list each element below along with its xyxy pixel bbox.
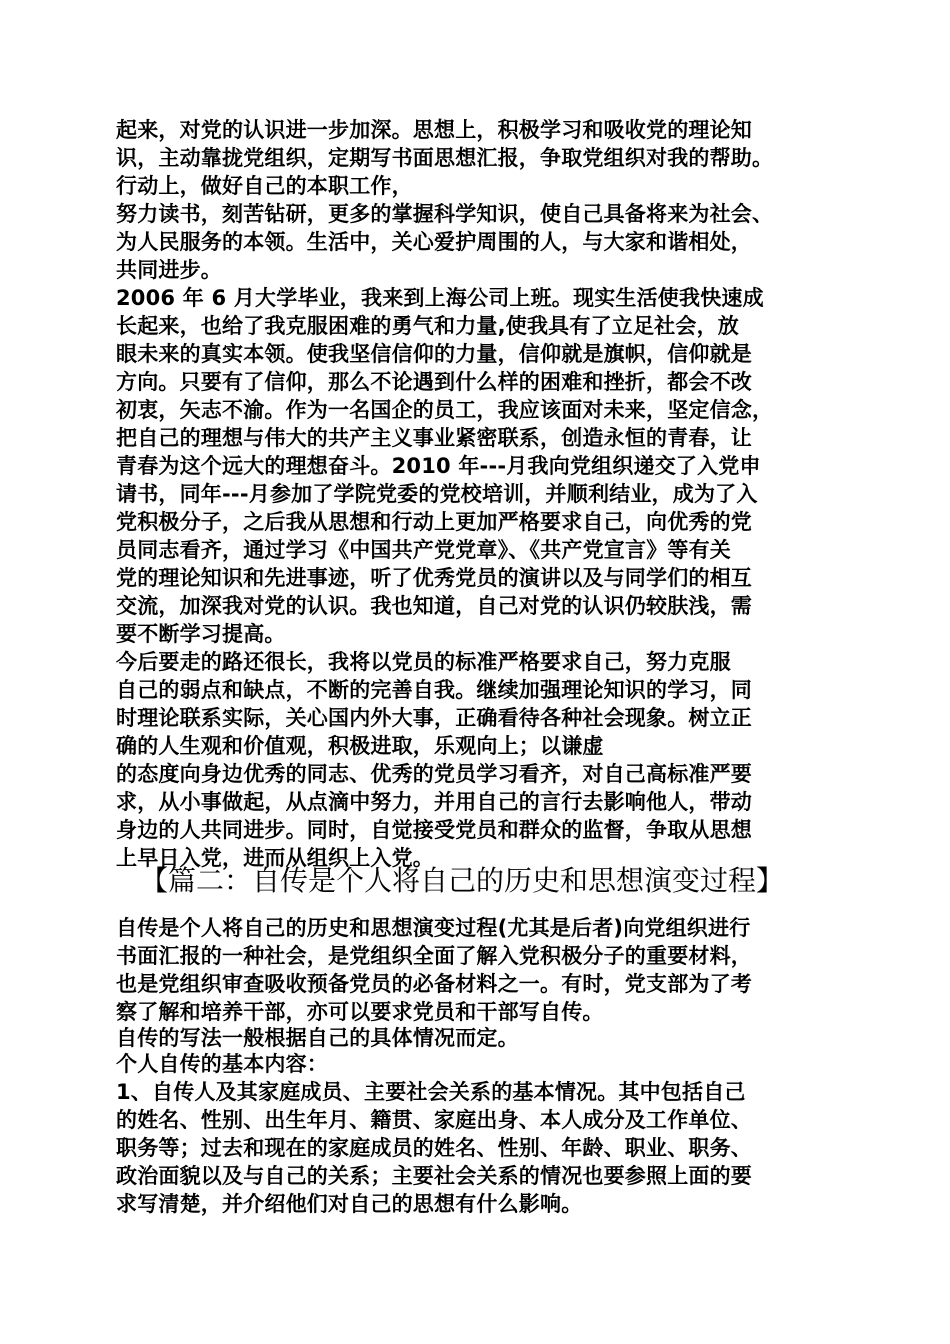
paragraph-line: 个人自传的基本内容：: [116, 1052, 328, 1076]
paragraph-line: 也是党组织审查吸收预备党员的必备材料之一。有时，党支部为了考: [116, 972, 752, 996]
paragraph-line: 1、自传人及其家庭成员、主要社会关系的基本情况。其中包括自己: [116, 1080, 746, 1104]
paragraph-line: 行动上，做好自己的本职工作，: [116, 174, 413, 198]
paragraph-line: 确的人生观和价值观，积极进取，乐观向上；以谦虚: [116, 734, 604, 758]
paragraph-line: 努力读书，刻苦钻研，更多的掌握科学知识，使自己具备将来为社会、: [116, 202, 774, 226]
paragraph-line: 长起来，也给了我克服困难的勇气和力量,使我具有了立足社会，放: [116, 314, 739, 338]
paragraph-line: 身边的人共同进步。同时，自觉接受党员和群众的监督，争取从思想: [116, 818, 752, 842]
paragraph-line: 青春为这个远大的理想奋斗。2010 年---月我向党组织递交了入党申: [116, 454, 761, 478]
paragraph-line: 今后要走的路还很长，我将以党员的标准严格要求自己，努力克服: [116, 650, 731, 674]
paragraph-line: 自传的写法一般根据自己的具体情况而定。: [116, 1026, 519, 1050]
paragraph-line: 初衷，矢志不渝。作为一名国企的员工，我应该面对未来，坚定信念，: [116, 398, 774, 422]
paragraph-line: 自己的弱点和缺点，不断的完善自我。继续加强理论知识的学习，同: [116, 678, 752, 702]
paragraph-line: 眼未来的真实本领。使我坚信信仰的力量，信仰就是旗帜，信仰就是: [116, 342, 752, 366]
paragraph-line: 自传是个人将自己的历史和思想演变过程(尤其是后者)向党组织进行: [116, 916, 751, 940]
paragraph-line: 方向。只要有了信仰，那么不论遇到什么样的困难和挫折，都会不改: [116, 370, 752, 394]
paragraph-line: 求写清楚，并介绍他们对自己的思想有什么影响。: [116, 1192, 583, 1216]
paragraph-line: 党积极分子，之后我从思想和行动上更加严格要求自己，向优秀的党: [116, 510, 752, 534]
section-heading: 【篇二：自传是个人将自己的历史和思想演变过程】: [140, 864, 785, 897]
paragraph-line: 交流，加深我对党的认识。我也知道，自己对党的认识仍较肤浅，需: [116, 594, 752, 618]
paragraph-line: 起来，对党的认识进一步加深。思想上，积极学习和吸收党的理论知: [116, 118, 752, 142]
paragraph-line: 职务等；过去和现在的家庭成员的姓名、性别、年龄、职业、职务、: [116, 1136, 752, 1160]
paragraph-line: 察了解和培养干部，亦可以要求党员和干部写自传。: [116, 1000, 604, 1024]
paragraph-line: 政治面貌以及与自己的关系；主要社会关系的情况也要参照上面的要: [116, 1164, 752, 1188]
paragraph-line: 党的理论知识和先进事迹，听了优秀党员的演讲以及与同学们的相互: [116, 566, 752, 590]
paragraph-line: 求，从小事做起，从点滴中努力，并用自己的言行去影响他人，带动: [116, 790, 752, 814]
paragraph-line: 识，主动靠拢党组织，定期写书面思想汇报，争取党组织对我的帮助。: [116, 146, 774, 170]
paragraph-line: 请书，同年---月参加了学院党委的党校培训，并顺利结业，成为了入: [116, 482, 758, 506]
paragraph-line: 员同志看齐，通过学习《中国共产党党章》、《共产党宣言》等有关: [116, 538, 731, 562]
paragraph-line: 要不断学习提高。: [116, 622, 286, 646]
paragraph-line: 的态度向身边优秀的同志、优秀的党员学习看齐，对自己高标准严要: [116, 762, 752, 786]
paragraph-line: 的姓名、性别、出生年月、籍贯、家庭出身、本人成分及工作单位、: [116, 1108, 752, 1132]
paragraph-line: 2006 年 6 月大学毕业，我来到上海公司上班。现实生活使我快速成: [116, 286, 764, 310]
paragraph-line: 共同进步。: [116, 258, 222, 282]
paragraph-line: 时理论联系实际，关心国内外大事，正确看待各种社会现象。树立正: [116, 706, 752, 730]
paragraph-line: 把自己的理想与伟大的共产主义事业紧密联系，创造永恒的青春，让: [116, 426, 752, 450]
paragraph-line: 为人民服务的本领。生活中，关心爱护周围的人，与大家和谐相处，: [116, 230, 752, 254]
paragraph-line: 上早日入党，进而从组织上入党。: [116, 846, 434, 870]
paragraph-line: 书面汇报的一种社会，是党组织全面了解入党积极分子的重要材料，: [116, 944, 752, 968]
